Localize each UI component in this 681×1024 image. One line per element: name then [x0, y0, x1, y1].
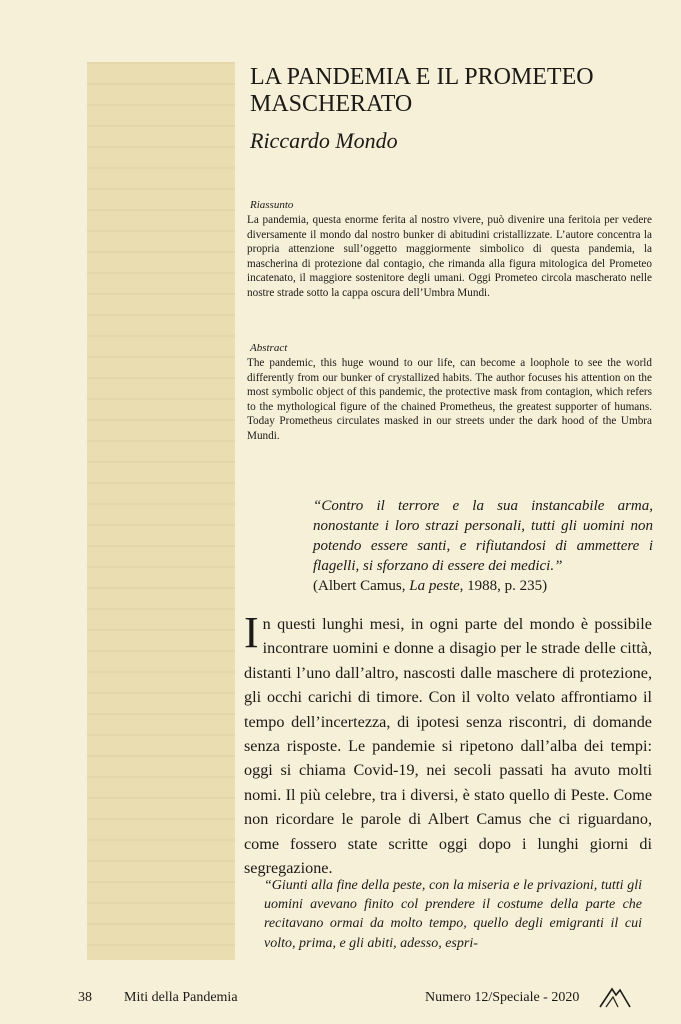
epigraph-source-suffix: , 1988, p. 235)	[459, 578, 548, 594]
footer-journal-name: Miti della Pandemia	[124, 990, 238, 1005]
epigraph-source	[313, 576, 653, 596]
footer-issue: Numero 12/Speciale - 2020	[425, 990, 580, 1005]
article-author: Riccardo Mondo	[250, 128, 398, 153]
drop-cap: I	[244, 608, 259, 657]
journal-logo-icon	[598, 986, 632, 1008]
riassunto-text: La pandemia, questa enorme ferita al nostro vivere, può divenire una feritoia per vedere diversamente il mondo dal nostro bunker di abitudini cristallizzate. L’autore concentra la propria attenzione sull’oggetto maggiormente simbolico di questa pandemia, la mascherina di protezione dal contagio, che rimanda alla figura mitologica del Prometeo incatenato, il maggiore sostenitore degli umani. Oggi Prometeo circola mascherato nelle nostre strade sotto la cappa oscura dell’Umbra Mundi.	[247, 214, 652, 299]
camus-quote: “Giunti alla fine della peste, con la miseria e le privazioni, tutti gli uomini avevano finito col prendere il costume della parte che recitavano ormai da molto tempo, quello degli emigranti il cui volto, prima, e gli abiti, adesso, espri-	[264, 878, 642, 951]
abstract-label: Abstract	[250, 342, 288, 354]
epigraph-source-title: La peste	[409, 578, 460, 594]
epigraph-quote: “Contro il terrore e la sua instancabile arma, nonostante i loro strazi personali, tutti gli uomini non potendo essere santi, e rifiutandosi di ammettere i flagelli, si sforzano di essere dei medici.”	[313, 498, 653, 574]
abstract-text: The pandemic, this huge wound to our life, can become a loophole to see the world differently from our bunker of crystallized habits. The author focuses his attention on the most symbolic object of this pandemic, the protective mask from contagion, which refers to the mythological figure of the chained Prometheus, the greatest supporter of humans. Today Prometheus circulates masked in our streets under the dark hood of the Umbra Mundi.	[247, 357, 652, 442]
article-title: LA PANDEMIA E IL PROMETEO MASCHERATO	[250, 64, 594, 117]
epigraph	[313, 496, 653, 596]
body-paragraph-text: n questi lunghi mesi, in ogni parte del mondo è possibile incontrare uomini e donne a disagio per le strade delle città, distanti l’uno dall’altro, nascosti dalle maschere di protezione, gli occhi carichi di timore. Con il volto velato affrontiamo il tempo dell’incertezza, di ipotesi senza riscontri, di domande senza risposte. Le pandemie si ripetono dall’alba dei tempi: oggi si chiama Covid-19, nei secoli passati ha avuto molti nomi. Il più celebre, tra i diversi, è stato quello di Peste. Come non ricordare le parole di Albert Camus che ci riguardano, come fossero state scritte oggi dopo i lunghi giorni di segregazione.	[244, 615, 652, 878]
riassunto-label: Riassunto	[250, 199, 294, 211]
footer-page-number: 38	[78, 990, 92, 1005]
epigraph-source-prefix: (Albert Camus,	[313, 578, 410, 594]
body-paragraph	[244, 608, 652, 880]
decorative-side-strip	[87, 62, 235, 960]
